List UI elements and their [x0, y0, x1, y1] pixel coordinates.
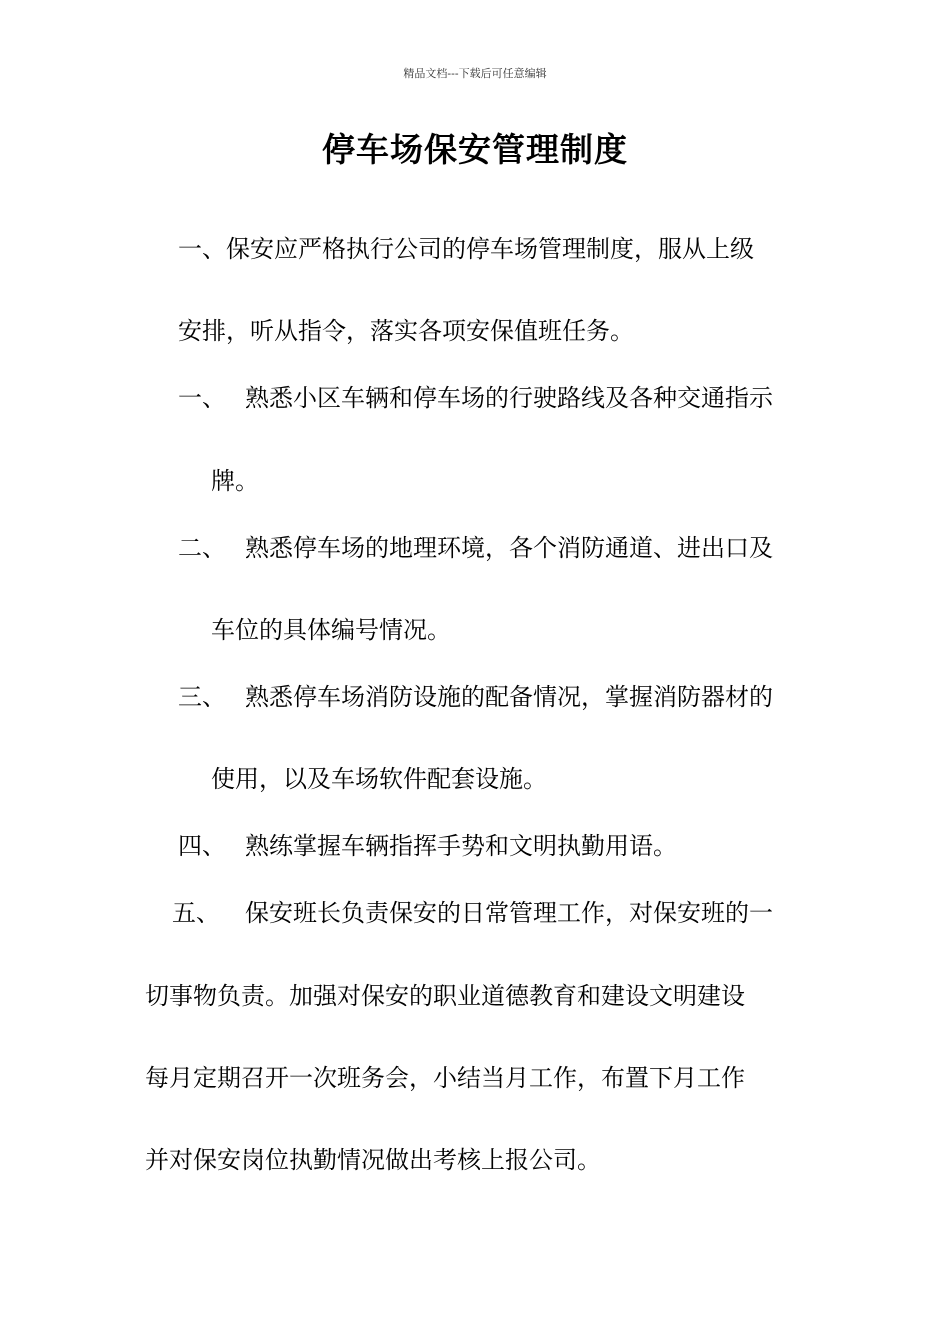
- list-marker: 五、: [172, 899, 220, 927]
- paragraph-line: 并对保安岗位执勤情况做出考核上报公司。: [145, 1146, 601, 1174]
- paragraph-line: 使用，以及车场软件配套设施。: [211, 765, 547, 793]
- list-marker: 四、: [178, 832, 226, 860]
- paragraph-line: 熟悉停车场的地理环境，各个消防通道、进出口及: [245, 534, 773, 562]
- paragraph-line: 保安班长负责保安的日常管理工作，对保安班的一: [245, 899, 773, 927]
- document-title: 停车场保安管理制度: [322, 130, 628, 169]
- paragraph-line: 切事物负责。加强对保安的职业道德教育和建设文明建设: [145, 982, 745, 1010]
- list-marker: 三、: [178, 683, 226, 711]
- paragraph-line: 熟悉小区车辆和停车场的行驶路线及各种交通指示: [245, 384, 773, 412]
- paragraph-line: 熟练掌握车辆指挥手势和文明执勤用语。: [245, 832, 677, 860]
- paragraph-line: 安排，听从指令，落实各项安保值班任务。: [178, 317, 634, 345]
- header-note: 精品文档---下载后可任意编辑: [403, 67, 547, 80]
- paragraph-line: 牌。: [211, 467, 259, 495]
- paragraph-line: 每月定期召开一次班务会，小结当月工作，布置下月工作: [145, 1064, 745, 1092]
- paragraph-line: 车位的具体编号情况。: [211, 616, 451, 644]
- list-marker: 一、: [178, 384, 226, 412]
- paragraph-line: 一、保安应严格执行公司的停车场管理制度，服从上级: [178, 235, 754, 263]
- paragraph-line: 熟悉停车场消防设施的配备情况，掌握消防器材的: [245, 683, 773, 711]
- list-marker: 二、: [178, 534, 226, 562]
